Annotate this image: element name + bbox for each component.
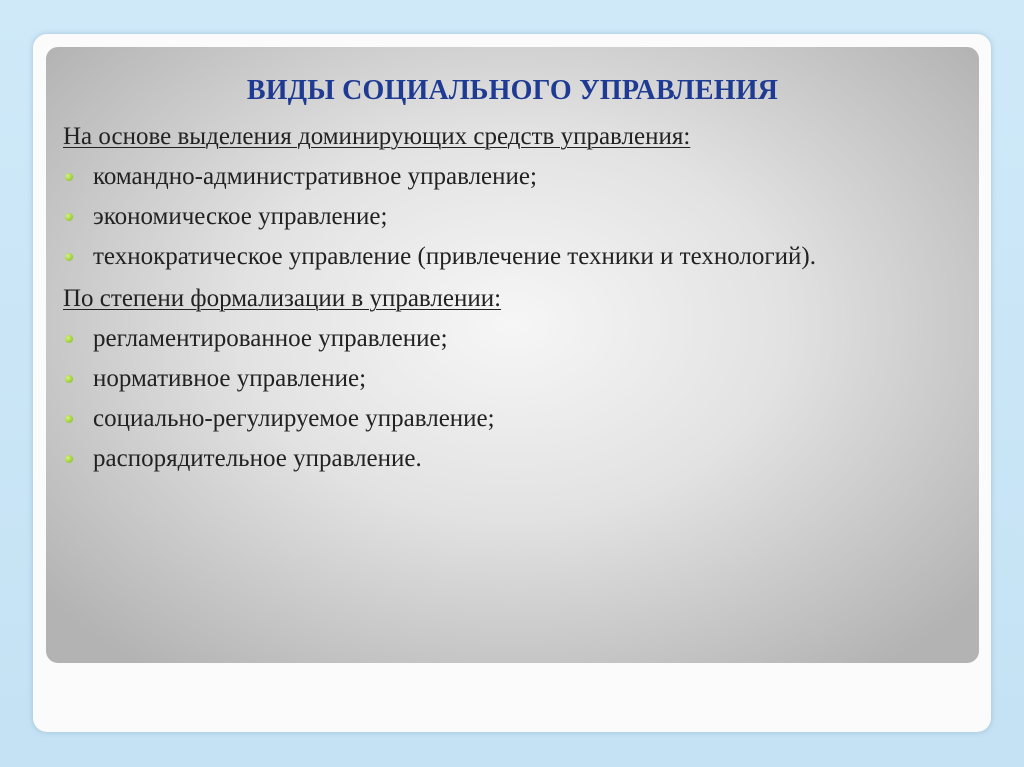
list-item-text: социально-регулируемое управление; xyxy=(93,405,495,432)
list-item xyxy=(63,441,970,477)
list-item xyxy=(63,401,970,437)
list-item xyxy=(63,239,970,275)
green-dot-bullet-icon xyxy=(65,455,73,463)
green-dot-bullet-icon xyxy=(65,415,73,423)
slide-frame xyxy=(33,34,991,732)
content-panel xyxy=(46,47,979,663)
section-heading-control-means: На основе выделения доминирующих средств управления: xyxy=(63,123,691,150)
green-dot-bullet-icon xyxy=(65,335,73,343)
list-item-text: распорядительное управление. xyxy=(93,445,422,472)
list-item-text: нормативное управление; xyxy=(93,365,367,392)
green-dot-bullet-icon xyxy=(65,253,73,261)
list-item-text: командно-административное управление; xyxy=(93,163,537,190)
section-heading-formalization: По степени формализации в управлении: xyxy=(63,285,502,312)
slide-body xyxy=(63,119,970,481)
list-item-text: экономическое управление; xyxy=(93,203,388,230)
slide-title: ВИДЫ СОЦИАЛЬНОГО УПРАВЛЕНИЯ xyxy=(246,75,779,106)
list-item-text: регламентированное управление; xyxy=(93,325,448,352)
green-dot-bullet-icon xyxy=(65,213,73,221)
list-item xyxy=(63,321,970,357)
list-item-text: технократическое управление (привлечение техники и технологий). xyxy=(93,243,816,270)
list-item xyxy=(63,199,970,235)
bullet-list-formalization xyxy=(63,321,970,477)
bullet-list-control-means xyxy=(63,159,970,275)
list-item xyxy=(63,361,970,397)
green-dot-bullet-icon xyxy=(65,375,73,383)
list-item xyxy=(63,159,970,195)
green-dot-bullet-icon xyxy=(65,173,73,181)
